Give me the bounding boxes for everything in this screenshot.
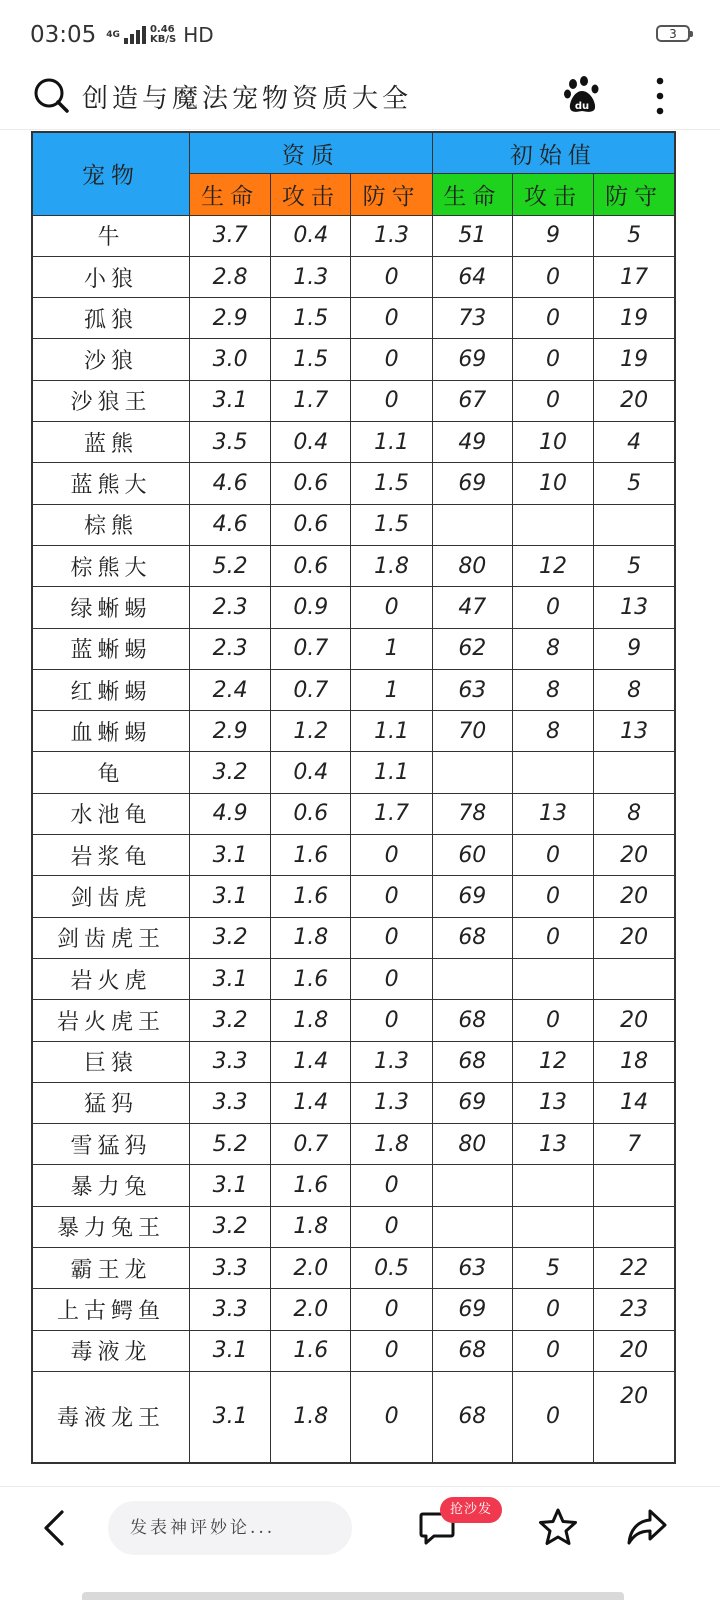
cell-aptitude-atk: 1.5 bbox=[271, 339, 351, 380]
cell-aptitude-hp: 3.3 bbox=[189, 1082, 270, 1123]
cell-initial-atk: 0 bbox=[512, 587, 593, 628]
cell-aptitude-def: 0 bbox=[351, 587, 432, 628]
cell-initial-hp: 64 bbox=[432, 256, 512, 297]
table-row bbox=[32, 835, 675, 876]
cell-initial-def: 8 bbox=[594, 669, 675, 710]
table-row bbox=[32, 1124, 675, 1165]
cell-aptitude-def: 0 bbox=[351, 1000, 432, 1041]
star-icon[interactable] bbox=[538, 1507, 578, 1547]
table-row bbox=[32, 1371, 675, 1463]
cell-aptitude-def: 0.5 bbox=[351, 1248, 432, 1289]
cell-initial-hp: 73 bbox=[432, 298, 512, 339]
cell-initial-atk: 0 bbox=[512, 298, 593, 339]
search-header bbox=[0, 70, 720, 130]
cell-aptitude-def: 0 bbox=[351, 256, 432, 297]
cell-pet-name: 蓝熊大 bbox=[32, 463, 189, 504]
cell-aptitude-hp: 4.6 bbox=[189, 463, 270, 504]
bottom-bar bbox=[0, 1486, 720, 1600]
cell-aptitude-def: 0 bbox=[351, 1165, 432, 1206]
cell-initial-def: 13 bbox=[594, 587, 675, 628]
cell-pet-name: 蓝蜥蜴 bbox=[32, 628, 189, 669]
cell-initial-hp: 69 bbox=[432, 339, 512, 380]
cell-aptitude-def: 0 bbox=[351, 1330, 432, 1371]
cell-initial-hp: 68 bbox=[432, 1000, 512, 1041]
cell-aptitude-hp: 3.2 bbox=[189, 752, 270, 793]
cell-initial-def bbox=[594, 1165, 675, 1206]
cell-aptitude-hp: 2.4 bbox=[189, 669, 270, 710]
cell-initial-hp: 67 bbox=[432, 380, 512, 421]
cell-aptitude-hp: 3.1 bbox=[189, 876, 270, 917]
cell-aptitude-atk: 1.8 bbox=[271, 1371, 351, 1463]
cell-initial-def: 17 bbox=[594, 256, 675, 297]
table-row bbox=[32, 1041, 675, 1082]
cell-pet-name: 毒液龙王 bbox=[32, 1371, 189, 1463]
cell-aptitude-hp: 2.8 bbox=[189, 256, 270, 297]
cell-aptitude-hp: 4.6 bbox=[189, 504, 270, 545]
cell-aptitude-hp: 4.9 bbox=[189, 793, 270, 834]
cell-pet-name: 红蜥蜴 bbox=[32, 669, 189, 710]
cell-aptitude-atk: 1.6 bbox=[271, 1165, 351, 1206]
cell-aptitude-def: 1.5 bbox=[351, 504, 432, 545]
header-initial-def: 防守 bbox=[594, 174, 675, 215]
cell-pet-name: 水池龟 bbox=[32, 793, 189, 834]
cell-aptitude-def: 1.8 bbox=[351, 1124, 432, 1165]
cell-pet-name: 剑齿虎王 bbox=[32, 917, 189, 958]
cell-aptitude-hp: 3.0 bbox=[189, 339, 270, 380]
cell-initial-atk: 9 bbox=[512, 215, 593, 256]
cell-pet-name: 暴力兔 bbox=[32, 1165, 189, 1206]
cell-initial-atk: 8 bbox=[512, 669, 593, 710]
cell-initial-atk: 0 bbox=[512, 917, 593, 958]
cell-aptitude-def: 1.7 bbox=[351, 793, 432, 834]
cell-pet-name: 岩火虎王 bbox=[32, 1000, 189, 1041]
cell-aptitude-def: 0 bbox=[351, 958, 432, 999]
cell-initial-atk: 12 bbox=[512, 545, 593, 586]
cell-initial-def: 20 bbox=[594, 876, 675, 917]
cell-initial-def bbox=[594, 958, 675, 999]
cell-initial-atk: 0 bbox=[512, 1000, 593, 1041]
cell-aptitude-def: 0 bbox=[351, 917, 432, 958]
cell-aptitude-atk: 1.4 bbox=[271, 1082, 351, 1123]
cell-initial-def: 20 bbox=[594, 835, 675, 876]
table-row bbox=[32, 958, 675, 999]
cell-initial-def bbox=[594, 752, 675, 793]
table-row bbox=[32, 339, 675, 380]
table-row bbox=[32, 587, 675, 628]
comment-badge: 抢沙发 bbox=[440, 1497, 502, 1523]
cell-initial-def: 20 bbox=[594, 380, 675, 421]
header-initial-atk: 攻击 bbox=[512, 174, 593, 215]
cell-initial-hp bbox=[432, 504, 512, 545]
cell-initial-atk: 8 bbox=[512, 711, 593, 752]
cell-initial-def: 8 bbox=[594, 793, 675, 834]
table-row bbox=[32, 504, 675, 545]
cell-aptitude-hp: 2.9 bbox=[189, 711, 270, 752]
speed-value: 0.46 bbox=[149, 24, 175, 35]
cell-pet-name: 棕熊大 bbox=[32, 545, 189, 586]
header-initial-hp: 生命 bbox=[432, 174, 512, 215]
cell-initial-def: 19 bbox=[594, 298, 675, 339]
cell-aptitude-atk: 0.6 bbox=[271, 463, 351, 504]
cell-initial-hp: 68 bbox=[432, 1330, 512, 1371]
cell-aptitude-atk: 0.7 bbox=[271, 669, 351, 710]
search-icon[interactable] bbox=[32, 76, 70, 114]
table-row bbox=[32, 1165, 675, 1206]
cell-initial-def: 19 bbox=[594, 339, 675, 380]
hd-label: HD bbox=[183, 23, 214, 47]
speed-unit: KB/S bbox=[149, 34, 177, 45]
cell-initial-hp bbox=[432, 958, 512, 999]
cell-aptitude-atk: 1.8 bbox=[271, 917, 351, 958]
cell-aptitude-atk: 1.4 bbox=[271, 1041, 351, 1082]
cell-initial-def: 20 bbox=[594, 917, 675, 958]
table-row bbox=[32, 1082, 675, 1123]
cell-aptitude-hp: 2.3 bbox=[189, 587, 270, 628]
cell-initial-atk: 0 bbox=[512, 256, 593, 297]
cell-initial-atk: 13 bbox=[512, 793, 593, 834]
cell-aptitude-def: 1.1 bbox=[351, 711, 432, 752]
battery-level: 3 bbox=[669, 26, 677, 41]
cell-initial-hp: 80 bbox=[432, 1124, 512, 1165]
more-vertical-icon[interactable] bbox=[648, 76, 672, 116]
cell-pet-name: 绿蜥蜴 bbox=[32, 587, 189, 628]
cell-initial-hp: 69 bbox=[432, 876, 512, 917]
cell-pet-name: 岩火虎 bbox=[32, 958, 189, 999]
signal-icon bbox=[124, 26, 146, 44]
cell-initial-hp: 80 bbox=[432, 545, 512, 586]
table-row bbox=[32, 793, 675, 834]
cell-aptitude-atk: 0.6 bbox=[271, 504, 351, 545]
cell-aptitude-hp: 3.1 bbox=[189, 1371, 270, 1463]
cell-initial-def: 5 bbox=[594, 545, 675, 586]
cell-initial-atk bbox=[512, 958, 593, 999]
header-aptitude-def: 防守 bbox=[351, 174, 432, 215]
table-row bbox=[32, 380, 675, 421]
cell-pet-name: 巨猿 bbox=[32, 1041, 189, 1082]
cell-aptitude-hp: 3.2 bbox=[189, 1206, 270, 1247]
cell-initial-hp: 63 bbox=[432, 1248, 512, 1289]
cell-aptitude-def: 1.3 bbox=[351, 1082, 432, 1123]
cell-initial-hp bbox=[432, 1165, 512, 1206]
cell-aptitude-atk: 1.8 bbox=[271, 1000, 351, 1041]
pet-table-container bbox=[31, 131, 676, 1464]
cell-initial-atk: 0 bbox=[512, 1371, 593, 1463]
cell-initial-hp: 69 bbox=[432, 1082, 512, 1123]
cell-initial-def: 14 bbox=[594, 1082, 675, 1123]
cell-aptitude-hp: 5.2 bbox=[189, 1124, 270, 1165]
cell-initial-def: 5 bbox=[594, 463, 675, 504]
cell-initial-def: 20 bbox=[594, 1371, 675, 1463]
cell-initial-def: 4 bbox=[594, 422, 675, 463]
cell-aptitude-atk: 1.5 bbox=[271, 298, 351, 339]
cell-pet-name: 暴力兔王 bbox=[32, 1206, 189, 1247]
cell-aptitude-def: 0 bbox=[351, 298, 432, 339]
cell-aptitude-hp: 5.2 bbox=[189, 545, 270, 586]
table-row bbox=[32, 298, 675, 339]
cell-aptitude-atk: 2.0 bbox=[271, 1248, 351, 1289]
comment-input[interactable]: 发表神评妙论... bbox=[108, 1501, 352, 1555]
cell-initial-atk: 0 bbox=[512, 339, 593, 380]
table-row bbox=[32, 463, 675, 504]
cell-aptitude-atk: 1.8 bbox=[271, 1206, 351, 1247]
cell-initial-atk: 10 bbox=[512, 463, 593, 504]
cell-initial-atk bbox=[512, 1165, 593, 1206]
cell-initial-hp: 68 bbox=[432, 1041, 512, 1082]
cell-aptitude-def: 0 bbox=[351, 1206, 432, 1247]
cell-initial-hp bbox=[432, 1206, 512, 1247]
cell-aptitude-def: 0 bbox=[351, 876, 432, 917]
cell-aptitude-def: 1.8 bbox=[351, 545, 432, 586]
cell-initial-hp: 70 bbox=[432, 711, 512, 752]
cell-initial-def: 13 bbox=[594, 711, 675, 752]
cell-aptitude-atk: 1.3 bbox=[271, 256, 351, 297]
cell-initial-hp: 69 bbox=[432, 463, 512, 504]
cell-aptitude-hp: 3.5 bbox=[189, 422, 270, 463]
cell-aptitude-hp: 3.1 bbox=[189, 380, 270, 421]
cell-aptitude-hp: 3.3 bbox=[189, 1041, 270, 1082]
cell-aptitude-atk: 0.9 bbox=[271, 587, 351, 628]
table-row bbox=[32, 917, 675, 958]
cell-initial-atk: 0 bbox=[512, 1330, 593, 1371]
cell-initial-atk bbox=[512, 1206, 593, 1247]
cell-aptitude-def: 1.1 bbox=[351, 752, 432, 793]
cell-initial-atk: 0 bbox=[512, 1289, 593, 1330]
cell-pet-name: 剑齿虎 bbox=[32, 876, 189, 917]
cell-pet-name: 上古鳄鱼 bbox=[32, 1289, 189, 1330]
cell-aptitude-def: 0 bbox=[351, 1371, 432, 1463]
cell-initial-def: 22 bbox=[594, 1248, 675, 1289]
search-query[interactable]: 创造与魔法宠物资质大全 bbox=[82, 84, 413, 114]
cell-initial-def: 5 bbox=[594, 215, 675, 256]
cell-initial-atk: 5 bbox=[512, 1248, 593, 1289]
table-row bbox=[32, 256, 675, 297]
cell-initial-hp bbox=[432, 752, 512, 793]
cell-initial-def: 20 bbox=[594, 1000, 675, 1041]
cell-initial-atk: 0 bbox=[512, 380, 593, 421]
share-icon[interactable] bbox=[626, 1507, 668, 1547]
status-time: 03:05 bbox=[30, 22, 97, 48]
cell-initial-atk bbox=[512, 752, 593, 793]
table-row bbox=[32, 669, 675, 710]
cell-aptitude-hp: 2.9 bbox=[189, 298, 270, 339]
cell-pet-name: 牛 bbox=[32, 215, 189, 256]
cell-initial-hp: 60 bbox=[432, 835, 512, 876]
table-row bbox=[32, 628, 675, 669]
battery-icon bbox=[656, 25, 690, 42]
cell-aptitude-atk: 0.4 bbox=[271, 422, 351, 463]
cell-aptitude-hp: 2.3 bbox=[189, 628, 270, 669]
cell-initial-hp: 63 bbox=[432, 669, 512, 710]
cell-aptitude-def: 0 bbox=[351, 835, 432, 876]
cell-aptitude-atk: 0.7 bbox=[271, 1124, 351, 1165]
cell-initial-atk: 13 bbox=[512, 1124, 593, 1165]
cell-aptitude-hp: 3.1 bbox=[189, 958, 270, 999]
cell-aptitude-atk: 0.4 bbox=[271, 752, 351, 793]
cell-pet-name: 霸王龙 bbox=[32, 1248, 189, 1289]
cell-initial-atk: 0 bbox=[512, 876, 593, 917]
cell-aptitude-def: 0 bbox=[351, 380, 432, 421]
header-aptitude-atk: 攻击 bbox=[271, 174, 351, 215]
cell-initial-def: 7 bbox=[594, 1124, 675, 1165]
header-pet: 宠物 bbox=[32, 132, 189, 215]
cell-aptitude-def: 1.5 bbox=[351, 463, 432, 504]
cell-pet-name: 雪猛犸 bbox=[32, 1124, 189, 1165]
cell-initial-def: 20 bbox=[594, 1330, 675, 1371]
header-aptitude-hp: 生命 bbox=[189, 174, 270, 215]
cell-initial-def: 23 bbox=[594, 1289, 675, 1330]
table-row bbox=[32, 711, 675, 752]
cell-initial-atk: 12 bbox=[512, 1041, 593, 1082]
cell-aptitude-hp: 3.2 bbox=[189, 917, 270, 958]
table-row bbox=[32, 752, 675, 793]
cell-initial-hp: 51 bbox=[432, 215, 512, 256]
network-speed bbox=[150, 25, 176, 45]
status-bar bbox=[0, 0, 720, 70]
cell-aptitude-def: 1 bbox=[351, 628, 432, 669]
table-row bbox=[32, 1289, 675, 1330]
cell-aptitude-atk: 0.6 bbox=[271, 545, 351, 586]
cell-initial-hp: 69 bbox=[432, 1289, 512, 1330]
cell-aptitude-atk: 0.4 bbox=[271, 215, 351, 256]
cell-initial-def: 18 bbox=[594, 1041, 675, 1082]
cell-aptitude-atk: 2.0 bbox=[271, 1289, 351, 1330]
cell-aptitude-hp: 3.3 bbox=[189, 1248, 270, 1289]
table-body bbox=[32, 215, 675, 1463]
table-row bbox=[32, 545, 675, 586]
cell-initial-def: 9 bbox=[594, 628, 675, 669]
cell-aptitude-def: 1.3 bbox=[351, 1041, 432, 1082]
cell-initial-hp: 49 bbox=[432, 422, 512, 463]
cell-initial-def bbox=[594, 504, 675, 545]
header-initial: 初始值 bbox=[432, 132, 675, 174]
cell-initial-atk: 0 bbox=[512, 835, 593, 876]
cell-initial-hp: 68 bbox=[432, 917, 512, 958]
cell-aptitude-atk: 0.7 bbox=[271, 628, 351, 669]
cell-pet-name: 血蜥蜴 bbox=[32, 711, 189, 752]
cell-initial-def bbox=[594, 1206, 675, 1247]
cell-aptitude-hp: 3.2 bbox=[189, 1000, 270, 1041]
cell-aptitude-def: 0 bbox=[351, 1289, 432, 1330]
cell-aptitude-atk: 0.6 bbox=[271, 793, 351, 834]
cell-initial-atk: 13 bbox=[512, 1082, 593, 1123]
cell-aptitude-atk: 1.2 bbox=[271, 711, 351, 752]
back-icon[interactable] bbox=[40, 1509, 70, 1547]
cell-aptitude-hp: 3.3 bbox=[189, 1289, 270, 1330]
cell-pet-name: 猛犸 bbox=[32, 1082, 189, 1123]
table-row bbox=[32, 215, 675, 256]
cell-aptitude-hp: 3.1 bbox=[189, 835, 270, 876]
table-row bbox=[32, 422, 675, 463]
cell-initial-atk: 8 bbox=[512, 628, 593, 669]
cell-pet-name: 棕熊 bbox=[32, 504, 189, 545]
cell-aptitude-def: 1 bbox=[351, 669, 432, 710]
cell-aptitude-atk: 1.7 bbox=[271, 380, 351, 421]
cell-aptitude-atk: 1.6 bbox=[271, 835, 351, 876]
cell-initial-hp: 68 bbox=[432, 1371, 512, 1463]
cell-initial-hp: 78 bbox=[432, 793, 512, 834]
pet-aptitude-table bbox=[31, 131, 676, 1464]
table-row bbox=[32, 876, 675, 917]
table-row bbox=[32, 1000, 675, 1041]
cell-pet-name: 沙狼王 bbox=[32, 380, 189, 421]
cell-pet-name: 岩浆龟 bbox=[32, 835, 189, 876]
cell-aptitude-atk: 1.6 bbox=[271, 876, 351, 917]
table-row bbox=[32, 1206, 675, 1247]
cell-aptitude-atk: 1.6 bbox=[271, 958, 351, 999]
network-type: 4G bbox=[106, 30, 120, 40]
cell-pet-name: 小狼 bbox=[32, 256, 189, 297]
table-row bbox=[32, 1248, 675, 1289]
cell-aptitude-def: 1.3 bbox=[351, 215, 432, 256]
cell-aptitude-hp: 3.7 bbox=[189, 215, 270, 256]
cell-aptitude-hp: 3.1 bbox=[189, 1330, 270, 1371]
baidu-paw-icon[interactable] bbox=[564, 76, 600, 114]
network-indicator bbox=[106, 23, 213, 47]
cell-pet-name: 龟 bbox=[32, 752, 189, 793]
header-aptitude: 资质 bbox=[189, 132, 432, 174]
table-row bbox=[32, 1330, 675, 1371]
cell-aptitude-def: 0 bbox=[351, 339, 432, 380]
svg-text:du: du bbox=[574, 101, 590, 112]
cell-initial-hp: 62 bbox=[432, 628, 512, 669]
cell-initial-atk bbox=[512, 504, 593, 545]
cell-pet-name: 孤狼 bbox=[32, 298, 189, 339]
cell-aptitude-atk: 1.6 bbox=[271, 1330, 351, 1371]
cell-initial-atk: 10 bbox=[512, 422, 593, 463]
cell-aptitude-hp: 3.1 bbox=[189, 1165, 270, 1206]
cell-initial-hp: 47 bbox=[432, 587, 512, 628]
cell-pet-name: 蓝熊 bbox=[32, 422, 189, 463]
cell-aptitude-def: 1.1 bbox=[351, 422, 432, 463]
cell-pet-name: 毒液龙 bbox=[32, 1330, 189, 1371]
home-indicator bbox=[82, 1592, 624, 1600]
cell-pet-name: 沙狼 bbox=[32, 339, 189, 380]
